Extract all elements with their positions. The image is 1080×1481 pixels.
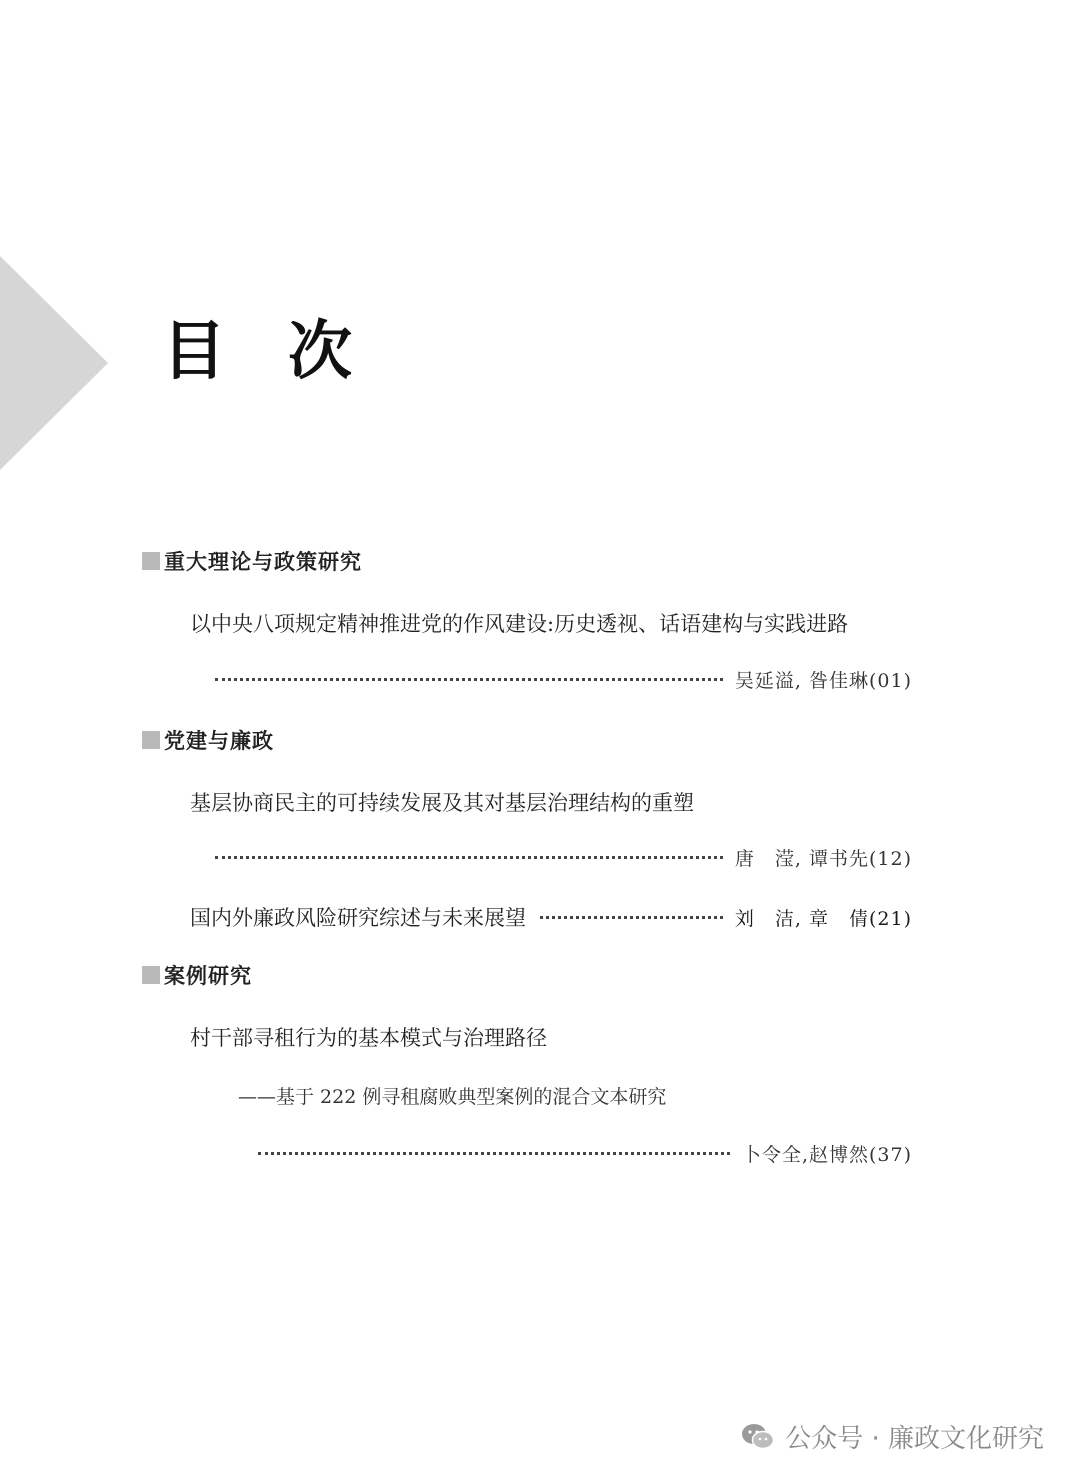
toc-entry-title[interactable]: 村干部寻租行为的基本模式与治理路径	[190, 1026, 547, 1050]
section-marker-square	[142, 552, 160, 570]
leader-dots	[258, 1152, 730, 1155]
toc-entry-subtitle: ——基于 222 例寻租腐败典型案例的混合文本研究	[238, 1086, 667, 1108]
toc-entry-authors: 卜令全,赵博然(37)	[741, 1144, 912, 1166]
toc-entry-leader	[258, 1140, 912, 1167]
section-heading-case-study	[142, 962, 252, 988]
page-title: 目次	[162, 314, 414, 389]
watermark-text: 公众号 · 廉政文化研究	[785, 1424, 1044, 1454]
section-heading-policy-research	[142, 548, 362, 574]
section-marker-square	[142, 966, 160, 984]
leader-dots	[215, 856, 723, 859]
wechat-watermark	[741, 1418, 1044, 1455]
wechat-icon	[741, 1423, 775, 1451]
section-marker-square	[142, 731, 160, 749]
section-label: 案例研究	[164, 964, 252, 988]
side-triangle-decoration	[0, 256, 110, 471]
toc-entry-title[interactable]: 以中央八项规定精神推进党的作风建设:历史透视、话语建构与实践进路	[190, 612, 849, 636]
section-label: 党建与廉政	[164, 729, 274, 753]
leader-dots	[215, 678, 723, 681]
toc-entry-leader	[215, 666, 912, 693]
section-heading-party-building	[142, 727, 274, 753]
toc-entry-authors: 吴延溢, 昝佳琳(01)	[734, 670, 912, 692]
toc-entry-authors: 唐 滢, 谭书先(12)	[734, 848, 912, 870]
leader-dots	[540, 916, 723, 919]
toc-entry-inline	[190, 902, 912, 932]
toc-entry-title[interactable]: 基层协商民主的可持续发展及其对基层治理结构的重塑	[190, 791, 694, 815]
toc-entry-authors: 刘 洁, 章 倩(21)	[734, 907, 912, 930]
section-label: 重大理论与政策研究	[164, 550, 362, 574]
toc-entry-title[interactable]: 国内外廉政风险研究综述与未来展望	[190, 906, 526, 930]
toc-entry-leader	[215, 844, 912, 871]
